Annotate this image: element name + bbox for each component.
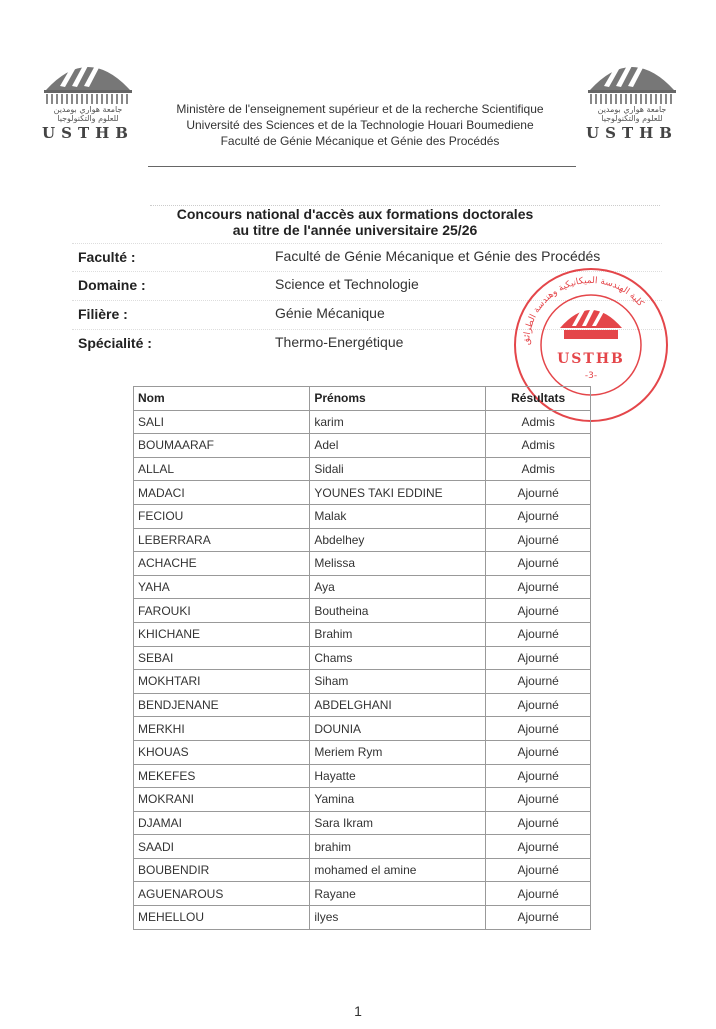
header-nom: Nom — [134, 387, 310, 411]
cell-resultat: Ajourné — [486, 906, 591, 930]
cell-prenoms: Chams — [310, 646, 486, 670]
cell-nom: MADACI — [134, 481, 310, 505]
stamp-center-text: USTHB — [557, 351, 625, 367]
header-resultats: Résultats — [486, 387, 591, 411]
stamp-ring-text: كلية الهندسة الميكانيكية وهندسة الطرائق — [521, 275, 646, 346]
usthb-logo-left — [38, 50, 138, 145]
results-table-body — [134, 410, 591, 929]
cell-prenoms: ABDELGHANI — [310, 693, 486, 717]
cell-nom: BOUBENDIR — [134, 858, 310, 882]
cell-nom: SALI — [134, 410, 310, 434]
info-value: Thermo-Energétique — [275, 334, 404, 350]
ministry-line: Ministère de l'enseignement supérieur et de la recherche Scientifique — [176, 102, 544, 116]
cell-resultat: Admis — [486, 410, 591, 434]
header-divider — [148, 166, 576, 167]
cell-nom: BOUMAARAF — [134, 434, 310, 458]
cell-nom: SEBAI — [134, 646, 310, 670]
cell-prenoms: Aya — [310, 575, 486, 599]
table-row — [134, 599, 591, 623]
table-row — [134, 811, 591, 835]
cell-resultat: Ajourné — [486, 575, 591, 599]
cell-resultat: Ajourné — [486, 811, 591, 835]
cell-prenoms: Boutheina — [310, 599, 486, 623]
ministry-header — [140, 101, 580, 149]
cell-resultat: Ajourné — [486, 858, 591, 882]
cell-resultat: Ajourné — [486, 882, 591, 906]
cell-resultat: Ajourné — [486, 622, 591, 646]
cell-prenoms: mohamed el amine — [310, 858, 486, 882]
cell-nom: DJAMAI — [134, 811, 310, 835]
cell-nom: MEHELLOU — [134, 906, 310, 930]
table-row — [134, 717, 591, 741]
page-number: 1 — [354, 1003, 362, 1019]
table-row — [134, 434, 591, 458]
usthb-logo-right — [582, 50, 682, 145]
cell-nom: ALLAL — [134, 457, 310, 481]
cell-nom: MERKHI — [134, 717, 310, 741]
cell-nom: FECIOU — [134, 504, 310, 528]
cell-nom: LEBERRARA — [134, 528, 310, 552]
table-header-row — [134, 387, 591, 411]
table-row — [134, 410, 591, 434]
cell-resultat: Ajourné — [486, 504, 591, 528]
info-value: Génie Mécanique — [275, 305, 385, 321]
cell-prenoms: Adel — [310, 434, 486, 458]
cell-nom: MEKEFES — [134, 764, 310, 788]
info-label: Domaine : — [78, 277, 146, 293]
logo-arabic-line1: جامعة هواري بومدين — [53, 105, 123, 114]
table-row — [134, 764, 591, 788]
cell-resultat: Ajourné — [486, 740, 591, 764]
table-row — [134, 552, 591, 576]
table-row — [134, 693, 591, 717]
table-row — [134, 528, 591, 552]
cell-prenoms: karim — [310, 410, 486, 434]
header-prenoms: Prénoms — [310, 387, 486, 411]
info-label: Filière : — [78, 306, 128, 322]
cell-prenoms: Melissa — [310, 552, 486, 576]
cell-prenoms: brahim — [310, 835, 486, 859]
table-row — [134, 457, 591, 481]
cell-resultat: Ajourné — [486, 646, 591, 670]
cell-prenoms: Abdelhey — [310, 528, 486, 552]
logo-arabic-line2: للعلوم والتكنولوجيا — [601, 114, 663, 123]
results-table — [133, 386, 591, 930]
table-row — [134, 788, 591, 812]
cell-resultat: Ajourné — [486, 552, 591, 576]
cell-prenoms: Rayane — [310, 882, 486, 906]
cell-resultat: Ajourné — [486, 764, 591, 788]
cell-prenoms: Malak — [310, 504, 486, 528]
cell-nom: MOKHTARI — [134, 670, 310, 694]
cell-nom: ACHACHE — [134, 552, 310, 576]
cell-resultat: Ajourné — [486, 528, 591, 552]
cell-prenoms: Sara Ikram — [310, 811, 486, 835]
table-row — [134, 481, 591, 505]
logo-arabic-line1: جامعة هواري بومدين — [597, 105, 667, 114]
document-title — [140, 206, 570, 238]
cell-prenoms: Yamina — [310, 788, 486, 812]
info-label: Spécialité : — [78, 335, 152, 351]
table-row — [134, 835, 591, 859]
cell-nom: SAADI — [134, 835, 310, 859]
cell-prenoms: Hayatte — [310, 764, 486, 788]
cell-nom: YAHA — [134, 575, 310, 599]
table-row — [134, 906, 591, 930]
cell-prenoms: YOUNES TAKI EDDINE — [310, 481, 486, 505]
cell-resultat: Ajourné — [486, 481, 591, 505]
cell-resultat: Ajourné — [486, 835, 591, 859]
stamp-number: -3- — [584, 371, 598, 381]
cell-resultat: Ajourné — [486, 717, 591, 741]
cell-resultat: Ajourné — [486, 693, 591, 717]
table-row — [134, 858, 591, 882]
table-row — [134, 622, 591, 646]
info-label: Faculté : — [78, 249, 136, 265]
cell-resultat: Ajourné — [486, 670, 591, 694]
cell-nom: MOKRANI — [134, 788, 310, 812]
table-row — [134, 882, 591, 906]
usthb-emblem-icon — [38, 50, 138, 105]
cell-prenoms: Meriem Rym — [310, 740, 486, 764]
table-row — [134, 670, 591, 694]
table-row — [134, 740, 591, 764]
info-value: Faculté de Génie Mécanique et Génie des Procédés — [275, 248, 601, 264]
cell-prenoms: Siham — [310, 670, 486, 694]
cell-resultat: Admis — [486, 434, 591, 458]
cell-resultat: Ajourné — [486, 788, 591, 812]
title-line-1: Concours national d'accès aux formations doctorales — [176, 206, 534, 222]
table-row — [134, 646, 591, 670]
logo-latin: USTHB — [586, 124, 678, 142]
table-row — [134, 504, 591, 528]
cell-nom: BENDJENANE — [134, 693, 310, 717]
cell-prenoms: ilyes — [310, 906, 486, 930]
university-line: Université des Sciences et de la Technologie Houari Boumediene — [186, 118, 534, 132]
cell-nom: FAROUKI — [134, 599, 310, 623]
table-row — [134, 575, 591, 599]
cell-prenoms: Sidali — [310, 457, 486, 481]
faculty-line: Faculté de Génie Mécanique et Génie des Procédés — [220, 134, 500, 148]
cell-nom: KHOUAS — [134, 740, 310, 764]
usthb-emblem-icon — [582, 50, 682, 105]
cell-resultat: Admis — [486, 457, 591, 481]
cell-prenoms: Brahim — [310, 622, 486, 646]
logo-arabic-line2: للعلوم والتكنولوجيا — [57, 114, 119, 123]
cell-prenoms: DOUNIA — [310, 717, 486, 741]
cell-resultat: Ajourné — [486, 599, 591, 623]
info-value: Science et Technologie — [275, 276, 419, 292]
logo-latin: USTHB — [42, 124, 134, 142]
cell-nom: AGUENAROUS — [134, 882, 310, 906]
cell-nom: KHICHANE — [134, 622, 310, 646]
title-line-2: au titre de l'année universitaire 25/26 — [232, 222, 478, 238]
